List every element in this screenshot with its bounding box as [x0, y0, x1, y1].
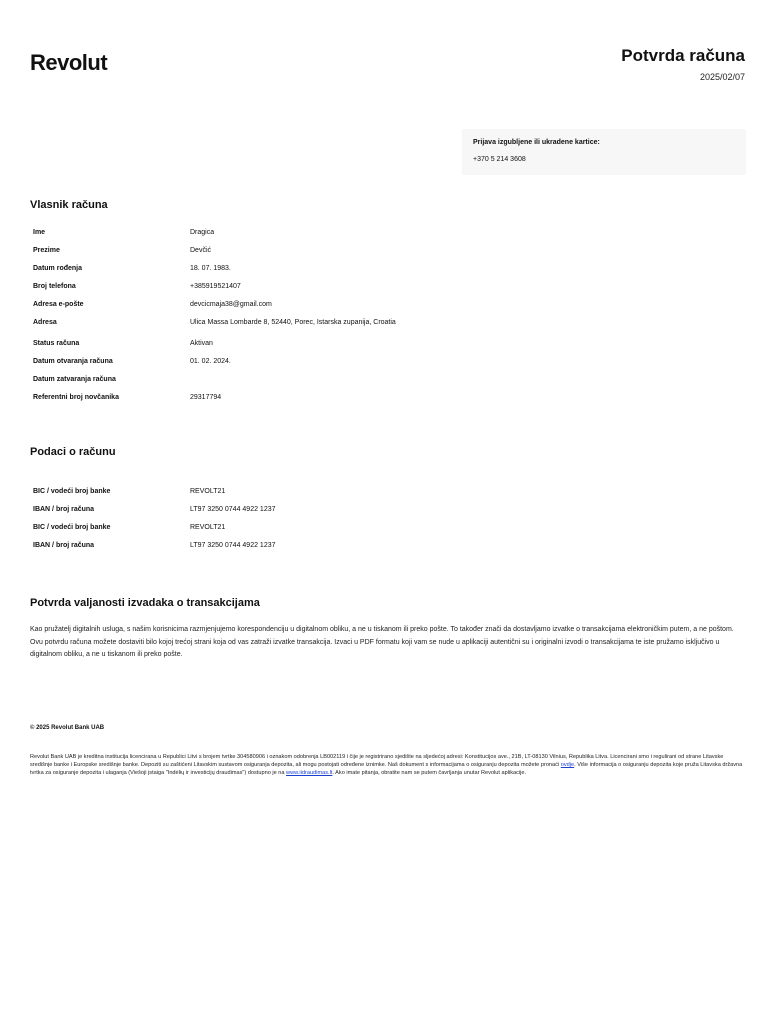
row-key: BIC / vodeći broj banke	[33, 524, 111, 531]
row-value: +385919521407	[190, 283, 241, 290]
row-value: Devčić	[190, 247, 212, 254]
row-value: 01. 02. 2024.	[190, 358, 231, 365]
table-row	[30, 538, 746, 556]
row-key: Adresa e-pošte	[33, 301, 84, 308]
table-row	[30, 484, 746, 502]
statement-validity-text: Kao pružatelj digitalnih usluga, s našim korisnicima razmjenjujemo korespondenciju u digitalnom obliku, a ne u tiskanom ili preko pošte. To također znači da dostavljamo izvatke o transakcijama elektroničkim putem, a ne poštom. Ovu potvrdu računa možete dostaviti bilo kojoj trećoj strani koja od vas zatraži izvatke transakcija. Izvaci u PDF formatu koji vam se nude u aplikaciji autentični su i originalni izvodi o transakcijama te iste pružamo isključivo u digitalnom obliku, a ne u tiskanom ili preko pošte.	[30, 626, 734, 658]
row-key: Datum zatvaranja računa	[33, 376, 116, 383]
row-value: REVOLT21	[190, 488, 226, 495]
table-row	[30, 372, 746, 390]
table-row	[30, 502, 746, 520]
row-key: IBAN / broj računa	[33, 542, 95, 549]
table-row	[30, 390, 746, 408]
iidraudimas-link[interactable]: www.iidraudimas.lt	[286, 769, 333, 776]
table-row	[30, 520, 746, 538]
account-holder-table	[30, 225, 746, 408]
table-row	[30, 336, 746, 354]
table-row	[30, 261, 746, 279]
document-title: Potvrda računa	[621, 46, 745, 65]
row-key: Status računa	[33, 340, 80, 347]
table-row	[30, 354, 746, 372]
row-value: Aktivan	[190, 340, 213, 347]
legal-text-part3: . Ako imate pitanja, obratite nam se putem čavrljanja unutar Revolut aplikacije.	[332, 769, 527, 776]
row-key: Datum rođenja	[33, 265, 83, 272]
row-value: Dragica	[190, 229, 215, 236]
account-holder-title: Vlasnik računa	[30, 199, 108, 211]
row-key: Broj telefona	[33, 283, 76, 290]
lost-card-label: Prijava izgubljene ili ukradene kartice:	[473, 139, 600, 146]
lost-card-info-box	[462, 129, 746, 175]
row-key: IBAN / broj računa	[33, 506, 95, 513]
row-value: 29317794	[190, 394, 222, 401]
revolut-logo: Revolut	[30, 50, 108, 75]
account-details-table	[30, 484, 746, 556]
legal-text-part2: . Više informacija o osiguranju depozita koje pruža Litavska državna tvrtka za osiguranje depozita i ulaganja (Viešoji įstaiga "Indėlių ir investicijų draudimas") dostupno je na	[30, 761, 743, 776]
legal-text-part1: Revolut Bank UAB je kreditna institucija licencirana u Republici Litvi s brojem tvrtke 304580906 i oznakom odobrenja LB002119 i čije je registrirano sjedište na sljedećoj adresi: Konstitucijos ave., 21B, LT-08130 Vilnius, Republika Litva. Licencirani smo i regulirani od strane Litavske središnje banke i Europske središnje banke. Depoziti su zaštićeni Litavskim sustavom osiguranja depozita, ali mogu postojati određene iznimke. Naš dokument s informacijama o osiguranju depozita možete pronaći	[30, 754, 724, 768]
row-value: LT97 3250 0744 4922 1237	[190, 542, 276, 549]
row-value: REVOLT21	[190, 524, 226, 531]
table-row	[30, 279, 746, 297]
statement-validity-title: Potvrda valjanosti izvadaka o transakcijama	[30, 597, 260, 609]
row-key: Prezime	[33, 247, 60, 254]
deposit-info-link[interactable]: ovdje	[560, 761, 575, 768]
table-row	[30, 297, 746, 315]
row-value: Ulica Massa Lombarde 8, 52440, Porec, Istarska zupanija, Croatia	[190, 319, 396, 326]
legal-notice	[30, 754, 746, 777]
row-value: 18. 07. 1983.	[190, 265, 231, 272]
copyright: © 2025 Revolut Bank UAB	[30, 725, 105, 731]
account-details-title: Podaci o računu	[30, 446, 116, 458]
row-key: BIC / vodeći broj banke	[33, 488, 111, 495]
row-key: Ime	[33, 229, 46, 236]
row-key: Adresa	[33, 319, 57, 326]
lost-card-phone: +370 5 214 3608	[473, 156, 526, 163]
row-value: LT97 3250 0744 4922 1237	[190, 506, 276, 513]
table-row	[30, 243, 746, 261]
row-key: Datum otvaranja računa	[33, 358, 113, 365]
row-value: devcicmaja38@gmail.com	[190, 301, 272, 308]
row-key: Referentni broj novčanika	[33, 394, 119, 401]
table-row	[30, 225, 746, 243]
table-row	[30, 315, 746, 336]
document-date: 2025/02/07	[699, 72, 745, 82]
